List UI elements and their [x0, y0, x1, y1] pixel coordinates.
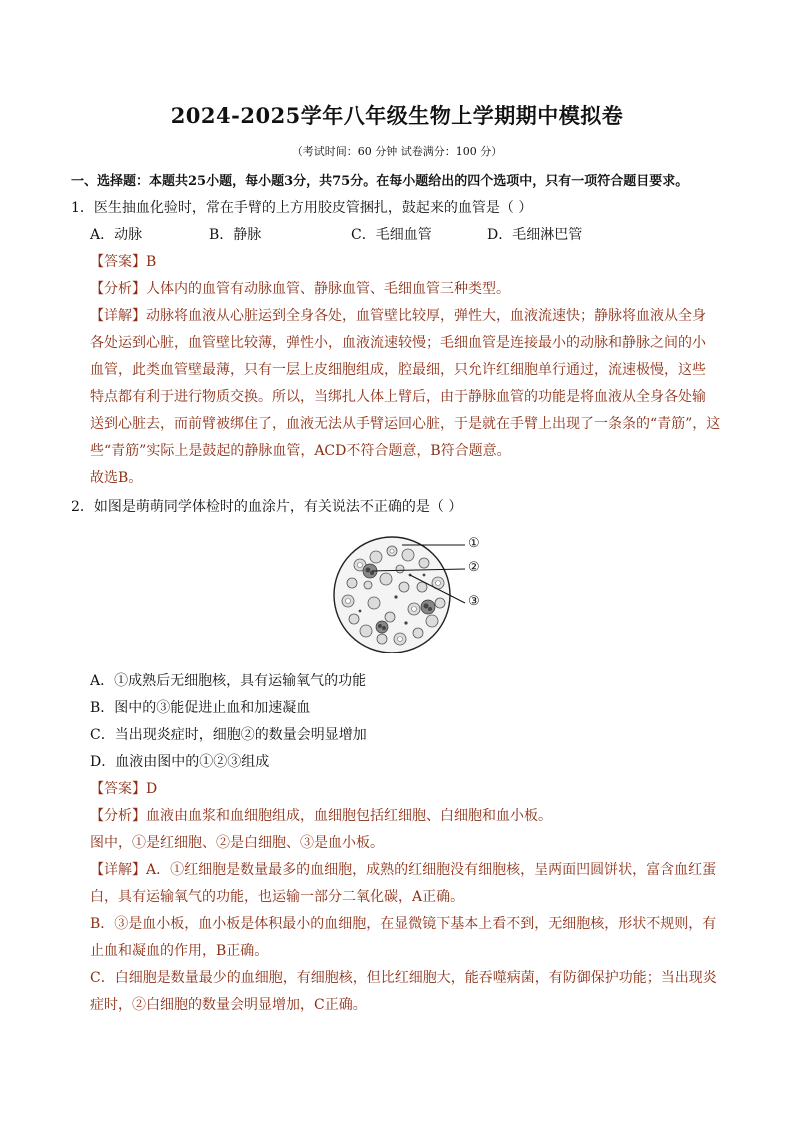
- detail-line: 各处运到心脏，血管壁比较薄，弹性小，血液流速较慢；毛细血管是连接最小的动脉和静脉之间的小: [90, 335, 706, 351]
- section-heading: 一、选择题：本题共25小题，每小题3分，共75分。在每小题给出的四个选项中，只有一项符合题目要求。: [71, 174, 689, 189]
- blood-smear-figure: [330, 535, 490, 653]
- option-c: C．毛细血管: [351, 227, 432, 243]
- detail-line: 白，具有运输氧气的功能，也运输一部分二氧化碳，A正确。: [90, 889, 465, 905]
- exam-info: （考试时间：60 分钟 试卷满分：100 分）: [291, 145, 503, 158]
- analysis-tag: 【分析】: [90, 281, 146, 297]
- option-c: C．当出现炎症时，细胞②的数量会明显增加: [90, 727, 367, 743]
- question-2-stem: 2．如图是萌萌同学体检时的血涂片，有关说法不正确的是（ ）: [71, 499, 463, 515]
- analysis-text: 血液由血浆和血细胞组成，血细胞包括红细胞、白细胞和血小板。: [146, 808, 552, 824]
- detail-line: 些“青筋”实际上是鼓起的静脉血管，ACD不符合题意，B符合题意。: [90, 443, 511, 459]
- detail-tag: 【详解】: [90, 862, 146, 878]
- option-d: D．血液由图中的①②③组成: [90, 754, 270, 770]
- page-title: 2024-2025学年八年级生物上学期期中模拟卷: [170, 103, 624, 128]
- answer-value: B: [146, 254, 157, 270]
- option-d: D．毛细淋巴管: [487, 227, 583, 243]
- analysis-line: [90, 278, 510, 298]
- answer-tag: 【答案】: [90, 781, 146, 797]
- conclusion-line: 故选B。: [90, 470, 143, 486]
- question-1-stem: 1．医生抽血化验时，常在手臂的上方用胶皮管捆扎，鼓起来的血管是（ ）: [71, 200, 533, 216]
- analysis-line: [90, 805, 552, 825]
- figure-label-3: ③: [468, 594, 480, 609]
- detail-line: 止血和凝血的作用，B正确。: [90, 943, 269, 959]
- option-a: A．动脉: [90, 227, 143, 243]
- detail-text: 动脉将血液从心脏运到全身各处，血管壁比较厚，弹性大，血液流速快；静脉将血液从全身: [146, 308, 706, 324]
- answer-line: [90, 778, 157, 798]
- detail-line: [90, 305, 706, 325]
- detail-line: C．白细胞是数量最少的血细胞，有细胞核，但比红细胞大，能吞噬病菌，有防御保护功能；当出现炎: [90, 970, 717, 986]
- detail-text: A．①红细胞是数量最多的血细胞，成熟的红细胞没有细胞核，呈两面凹圆饼状，富含血红蛋: [146, 862, 717, 878]
- detail-line: 血管，此类血管壁最薄，只有一层上皮细胞组成，腔最细，只允许红细胞单行通过，流速极慢，这些: [90, 362, 706, 378]
- answer-line: [90, 251, 156, 271]
- question-1-options: [90, 224, 582, 244]
- option-b: B．静脉: [209, 227, 262, 243]
- answer-tag: 【答案】: [90, 254, 146, 270]
- analysis-tag: 【分析】: [90, 808, 146, 824]
- detail-line: B．③是血小板，血小板是体积最小的血细胞，在显微镜下基本上看不到，无细胞核，形状不规则，有: [90, 916, 717, 932]
- option-b: B．图中的③能促进止血和加速凝血: [90, 700, 311, 716]
- analysis-text: 人体内的血管有动脉血管、静脉血管、毛细血管三种类型。: [146, 281, 510, 297]
- detail-line: 特点都有利于进行物质交换。所以，当绑扎人体上臂后，由于静脉血管的功能是将血液从全身各处输: [90, 389, 706, 405]
- detail-line: 症时，②白细胞的数量会明显增加，C正确。: [90, 997, 367, 1013]
- detail-line: 送到心脏去，而前臂被绑住了，血液无法从手臂运回心脏，于是就在手臂上出现了一条条的“青筋”，这: [90, 416, 721, 432]
- detail-line: [90, 859, 716, 879]
- detail-tag: 【详解】: [90, 308, 146, 324]
- option-a: A．①成熟后无细胞核，具有运输氧气的功能: [90, 673, 367, 689]
- analysis-line-2: 图中，①是红细胞、②是白细胞、③是血小板。: [90, 835, 384, 851]
- figure-label-1: ①: [468, 536, 480, 551]
- answer-value: D: [146, 781, 158, 797]
- figure-label-2: ②: [468, 560, 480, 575]
